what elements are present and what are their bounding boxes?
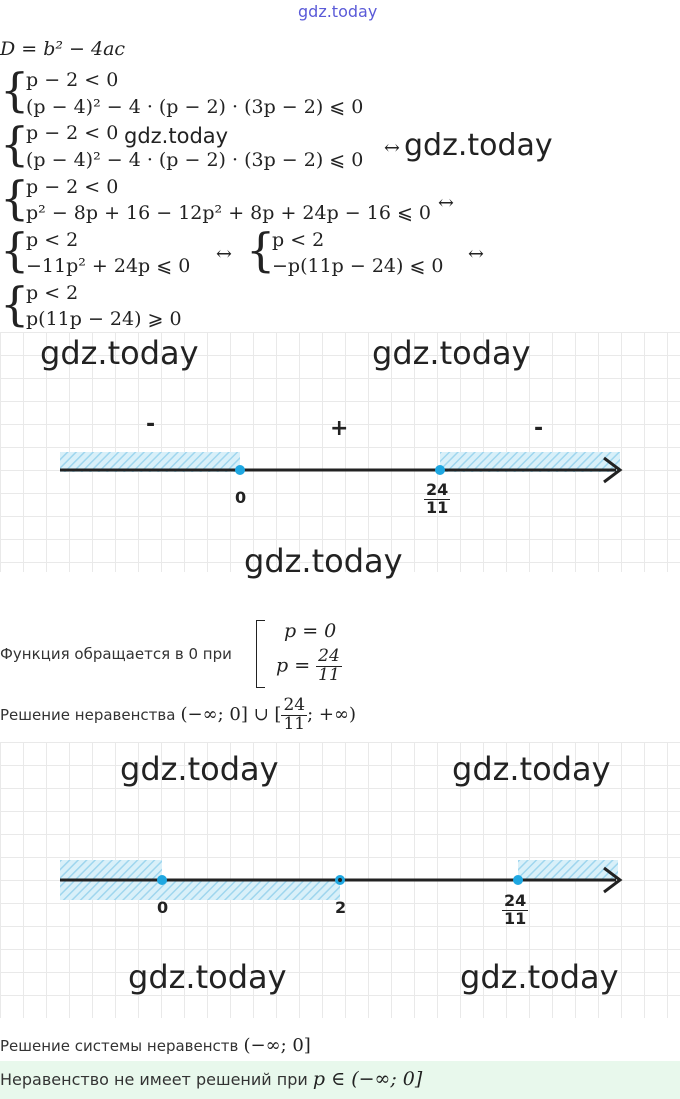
watermark: gdz.today xyxy=(460,958,619,996)
frac-num: 24 xyxy=(283,695,306,715)
system-solution-row xyxy=(0,1035,311,1056)
sys1-line2: (p − 4)² − 4 · (p − 2) · (3p − 2) ⩽ 0 xyxy=(26,96,364,118)
equiv-arrow: ↔ xyxy=(384,137,400,159)
frac-num: 24 xyxy=(504,891,527,910)
hatch-region xyxy=(518,860,618,880)
system-brace: { xyxy=(246,223,276,277)
hatch-region xyxy=(60,860,162,880)
sys3-line1: p − 2 < 0 xyxy=(26,176,119,198)
point-marker xyxy=(157,875,167,885)
point-marker xyxy=(513,875,523,885)
frac-num: 24 xyxy=(426,480,449,499)
frac-den: 11 xyxy=(504,908,527,928)
solution-b: ; +∞) xyxy=(307,703,356,725)
sys3-line2: p² − 8p + 16 − 12p² + 8p + 24p − 16 ⩽ 0 xyxy=(26,202,432,224)
sys2-line1: p − 2 < 0 xyxy=(26,122,119,144)
sys4-line1: p < 2 xyxy=(26,229,79,251)
sys5-line2: p(11p − 24) ⩾ 0 xyxy=(26,308,182,330)
equiv-arrow: ↔ xyxy=(216,243,232,265)
solution-row xyxy=(0,697,356,734)
watermark: gdz.today xyxy=(372,334,531,372)
zero-label: Функция обращается в 0 при xyxy=(0,645,232,663)
answer-row xyxy=(0,1068,422,1090)
discriminant-formula: D = b² − 4ac xyxy=(0,38,126,60)
zero-eq2-left: p = xyxy=(276,654,311,677)
solution-a: (−∞; 0] ∪ [ xyxy=(180,703,282,725)
solution-label: Решение неравенства xyxy=(0,705,176,724)
watermark: gdz.today xyxy=(244,542,403,580)
zero-eq2 xyxy=(276,648,342,685)
sys4b-line1: p < 2 xyxy=(272,229,325,251)
watermark: gdz.today xyxy=(452,750,611,788)
point-fraction xyxy=(424,482,450,517)
point-marker xyxy=(338,878,342,882)
system-brace: { xyxy=(0,171,30,225)
system-brace: { xyxy=(0,117,30,171)
watermark: gdz.today xyxy=(404,128,553,163)
point-label: 0 xyxy=(157,898,169,917)
sys1-line1: p − 2 < 0 xyxy=(26,69,119,91)
watermark: gdz.today xyxy=(40,334,199,372)
answer-label: Неравенство не имеет решений при xyxy=(0,1070,308,1089)
frac-den: 11 xyxy=(318,664,340,685)
answer-value: p ∈ (−∞; 0] xyxy=(312,1068,423,1090)
system-value: (−∞; 0] xyxy=(243,1035,311,1056)
point-fraction xyxy=(502,893,528,928)
sys5-line1: p < 2 xyxy=(26,282,79,304)
frac-den: 11 xyxy=(283,713,306,734)
watermark: gdz.today xyxy=(120,750,279,788)
point-marker xyxy=(435,465,445,475)
system-brace: { xyxy=(0,277,30,331)
sys2-line2: (p − 4)² − 4 · (p − 2) · (3p − 2) ⩽ 0 xyxy=(26,149,364,171)
equiv-arrow: ↔ xyxy=(468,243,484,265)
zero-eq1: p = 0 xyxy=(284,620,337,642)
point-label: 2 xyxy=(335,898,347,917)
sign-minus: - xyxy=(534,416,544,441)
frac-num: 24 xyxy=(318,646,340,666)
sys4-line2: −11p² + 24p ⩽ 0 xyxy=(26,255,191,277)
bracket xyxy=(256,620,265,688)
header-watermark: gdz.today xyxy=(298,2,378,21)
frac-den: 11 xyxy=(426,497,449,517)
watermark: gdz.today xyxy=(128,958,287,996)
point-label: 0 xyxy=(235,488,247,507)
system-label: Решение системы неравенств xyxy=(0,1037,239,1055)
sign-plus: + xyxy=(330,416,349,441)
sign-minus: - xyxy=(146,412,156,437)
hatch-region xyxy=(60,880,340,900)
equiv-arrow: ↔ xyxy=(438,192,454,214)
system-brace: { xyxy=(0,223,30,277)
watermark: gdz.today xyxy=(124,124,229,148)
sys4b-line2: −p(11p − 24) ⩽ 0 xyxy=(272,255,444,277)
point-marker xyxy=(235,465,245,475)
system-brace: { xyxy=(0,63,30,117)
